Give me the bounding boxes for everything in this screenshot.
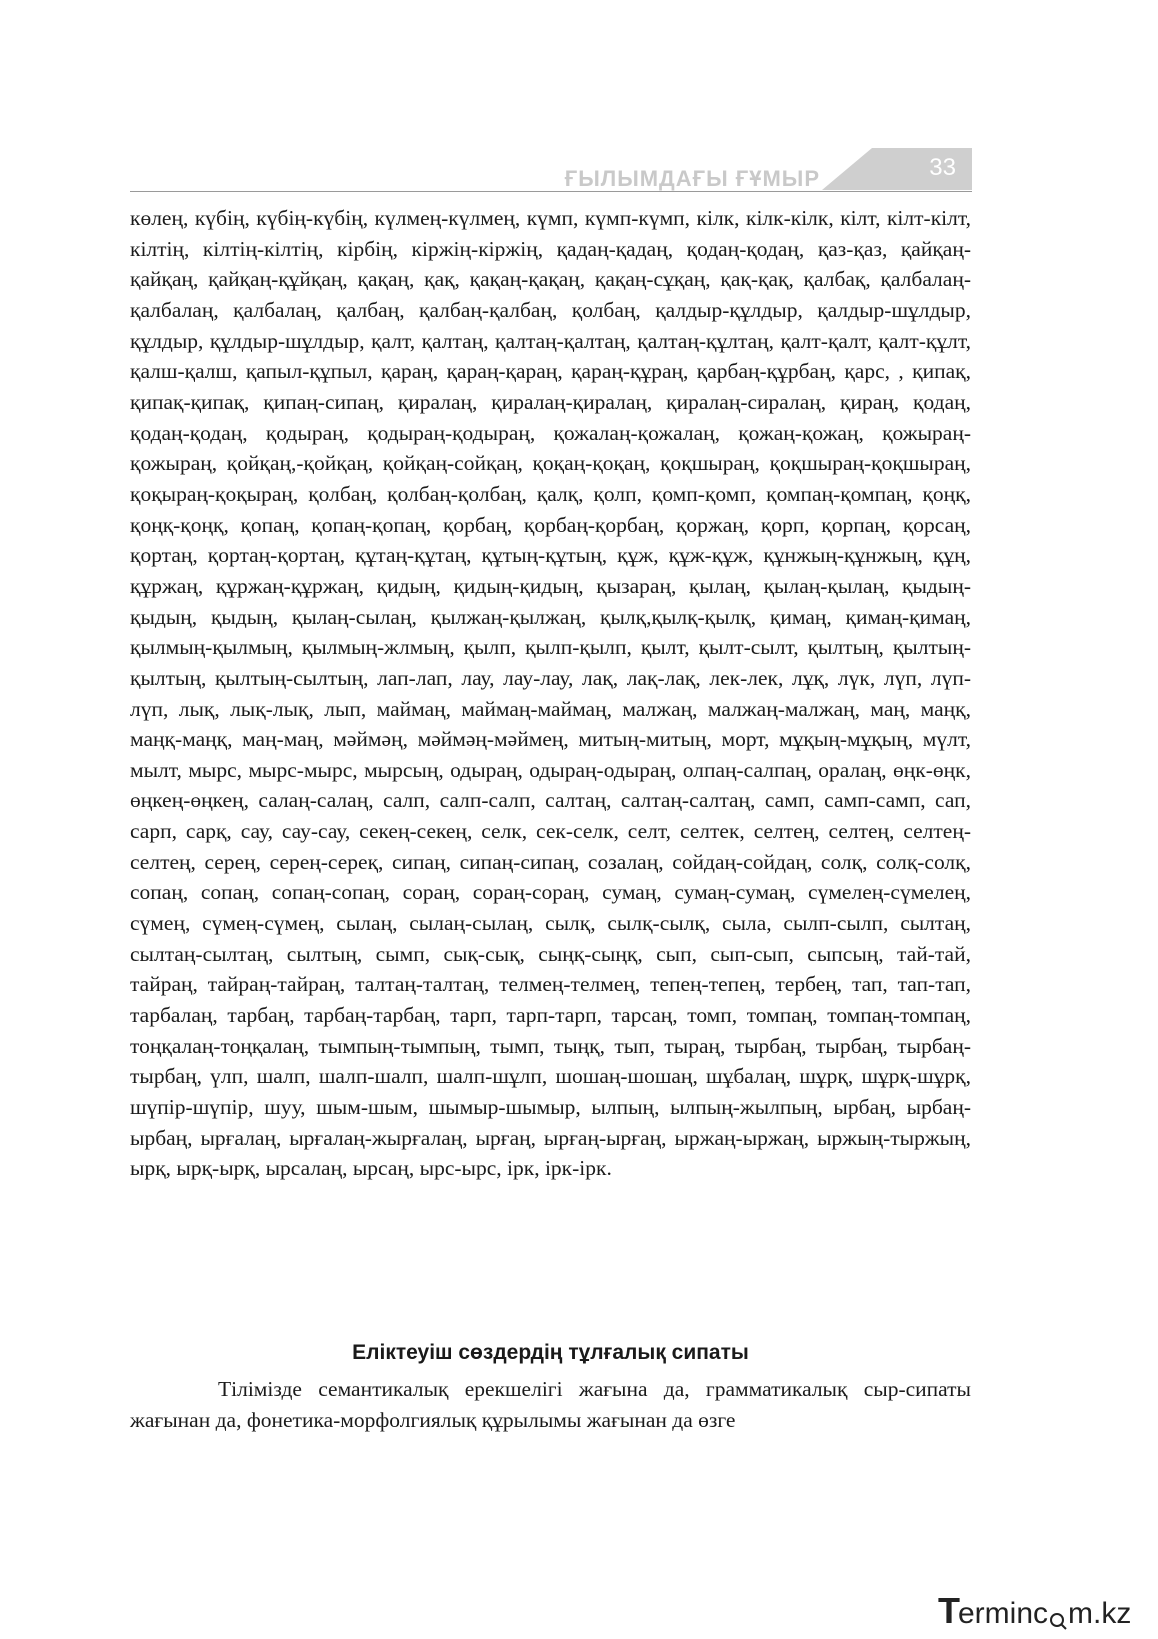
section-heading: Еліктеуіш сөздердің тұлғалық сипаты — [352, 1341, 749, 1364]
running-header — [130, 148, 972, 196]
watermark-text-part2: m.kz — [1068, 1597, 1132, 1630]
word-list-text: көлең, күбің, күбің-күбің, күлмең-күлмең, күмп, күмп-күмп, кілк, кілк-кілк, кілт, кілт-кілт, кілтің, кілтің-кілтің, кірбің, кіржің-кіржің, қадаң-қадаң, қодаң-қодаң, қаз-қаз, қайқаң-қайқаң, қайқаң-құйқаң, қақаң, қақ, қақаң-қақаң, қақаң-сұқаң, қақ-қақ, қалбақ, қалбалаң-қалбалаң, қалбалаң, қалбаң, қалбаң-қалбаң, қолбаң, қалдыр-құлдыр, қалдыр-шұлдыр, құлдыр, құлдыр-шұлдыр, қалт, қалтаң, қалтаң-қалтаң, қалтаң-құлтаң, қалт-қалт, қалт-құлт, қалш-қалш, қапыл-құпыл, қараң, қараң-қараң, қараң-құраң, қарбаң-құрбаң, қарс, , қипақ, қипақ-қипақ, қипаң-сипаң, қиралаң, қиралаң-қиралаң, қиралаң-сиралаң, қираң, қодаң, қодаң-қодаң, қодыраң, қодыраң-қодыраң, қожалаң-қожалаң, қожаң-қожаң, қожыраң-қожыраң, қойқаң,-қойқаң, қойқаң-сойқаң, қоқаң-қоқаң, қоқшыраң, қоқшыраң-қоқшыраң, қоқыраң-қоқыраң, қолбаң, қолбаң-қолбаң, қалқ, қолп, қомп-қомп, қомпаң-қомпаң, қоңқ, қоңқ-қоңқ, қопаң, қопаң-қопаң, қорбаң, қорбаң-қорбаң, қоржаң, қорп, қорпаң, қорсаң, қортаң, қортаң-қортаң, құтаң-құтаң, құтың-құтың, құж, құж-құж, құнжың-құнжың, құң, құржаң, құржаң-құржаң, қидың, қидың-қидың, қызараң, қылаң, қылаң-қылаң, қыдың-қыдың, қыдың, қылаң-сылаң, қылжаң-қылжаң, қылқ,қылқ-қылқ, қимаң, қимаң-қимаң, қылмың-қылмың, қылмың-жлмың, қылп, қылп-қылп, қылт, қылт-сылт, қылтың, қылтың-қылтың, қылтың-сылтың, лап-лап, лау, лау-лау, лақ, лақ-лақ, лек-лек, лұқ, лүк, лүп, лүп-лүп, лық, лық-лық, лып, маймаң, маймаң-маймаң, малжаң, малжаң-малжаң, маң, маңқ, маңқ-маңқ, маң-маң, мәймәң, мәймәң-мәймең, митың-митың, морт, мұқың-мұқың, мүлт, мылт, мырс, мырс-мырс, мырсың, одыраң, одыраң-одыраң, олпаң-салпаң, оралаң, өңк-өңк, өңкең-өңкең, салаң-салаң, салп, салп-салп, салтаң, салтаң-салтаң, самп, самп-самп, сап, сарп, сарқ, сау, сау-сау, секең-секең, селк, сек-селк, селт, селтек, селтең, селтең, селтең-селтең, серең, серең-сереқ, сипаң, сипаң-сипаң, созалаң, сойдаң-сойдаң, солқ, солқ-солқ, сопаң, сопаң, сопаң-сопаң, сораң, сораң-сораң, сумаң, сумаң-сумаң, сүмелең-сүмелең, сүмең, сүмең-сүмең, сылаң, сылаң-сылаң, сылқ, сылқ-сылқ, сыла, сылп-сылп, сылтаң, сылтаң-сылтаң, сылтың, сымп, сық-сық, сыңқ-сыңқ, сып, сып-сып, сыпсың, тай-тай, тайраң, тайраң-тайраң, талтаң-талтаң, телмең-телмең, тепең-тепең, тербең, тап, тап-тап, тарбалаң, тарбаң, тарбаң-тарбаң, тарп, тарп-тарп, тарсаң, томп, томпаң, томпаң-томпаң, тоңқалаң-тоңқалаң, тымпың-тымпың, тымп, тыңқ, тып, тыраң, тырбаң, тырбаң, тырбаң-тырбаң, үлп, шалп, шалп-шалп, шалп-шұлп, шошаң-шошаң, шұбалаң, шұрқ, шұрқ-шұрқ, шүпір-шүпір, шуу, шым-шым, шымыр-шымыр, ылпың, ылпың-жылпың, ырбаң, ырбаң-ырбаң, ырғалаң, ырғалаң-жырғалаң, ырғаң, ырғаң-ырғаң, ыржаң-ыржаң, ыржың-тыржың, ырқ, ырқ-ырқ, ырсалаң, ырсаң, ырс-ырс, ірк, ірк-ірк. — [130, 206, 971, 1181]
header-rule — [130, 191, 972, 192]
body-paragraph: Тілімізде семантикалық ерекшелігі жағына да, грамматикалық сыр-сипаты жағынан да, фонетика-морфолгиялық құрылымы жағынан да өзге — [130, 1377, 971, 1432]
running-header-title: ҒЫЛЫМДАҒЫ ҒҰМЫР — [564, 166, 820, 191]
watermark-text-part1: erminc — [958, 1597, 1049, 1630]
magnifier-icon — [1048, 1605, 1068, 1625]
termincom-watermark — [938, 1590, 1138, 1630]
watermark-letter-t: T — [938, 1590, 958, 1631]
page-number: 33 — [929, 154, 956, 181]
